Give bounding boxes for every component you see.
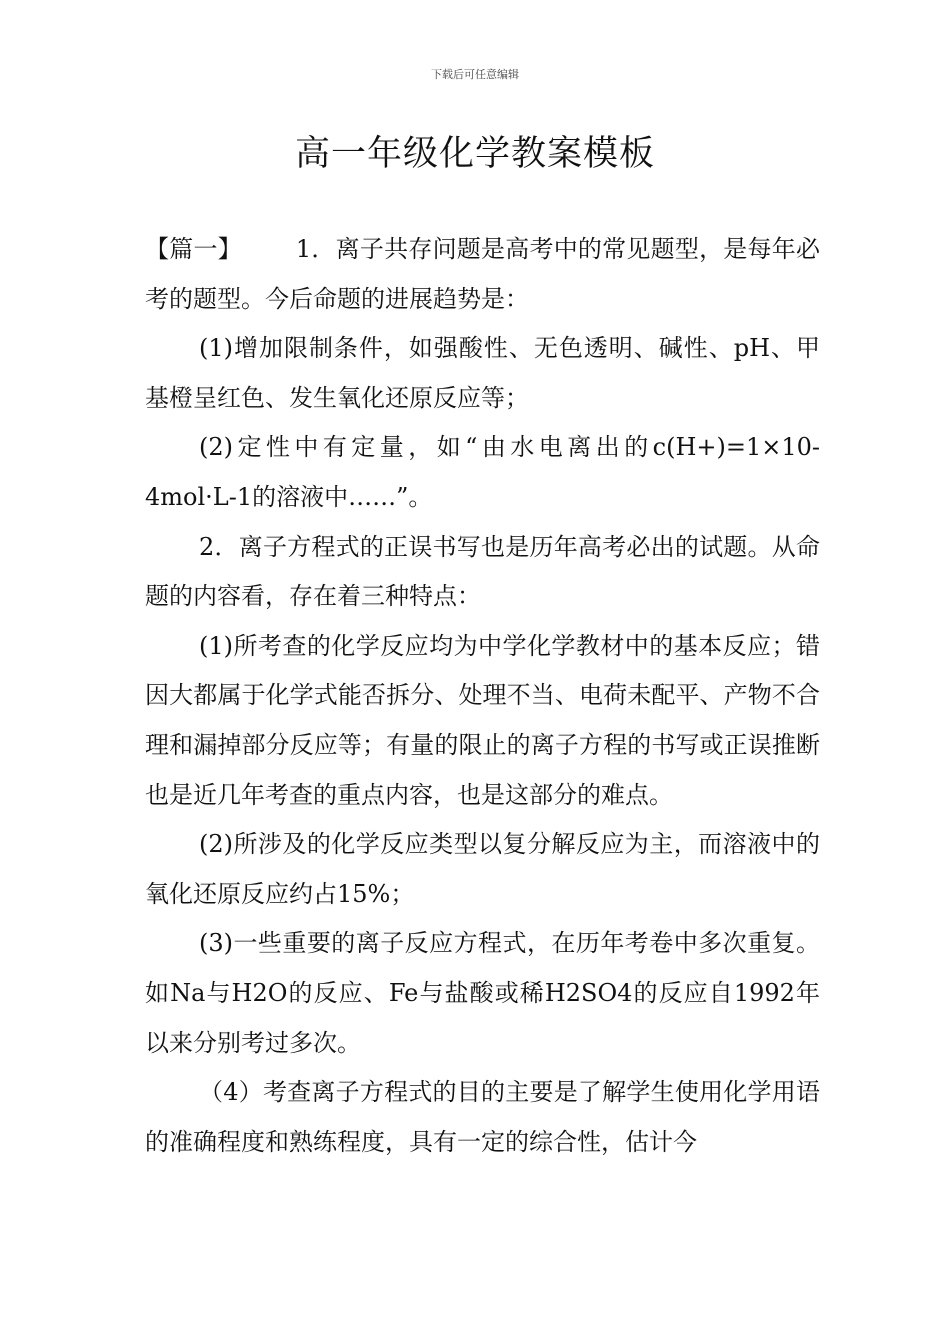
paragraph-3: (2)定性中有定量，如“由水电离出的c(H+)=1×10-4mol·L-1的溶液中……”。 [145,433,820,511]
paragraph-1 [145,225,820,324]
paragraph-8: （4）考查离子方程式的目的主要是了解学生使用化学用语的准确程度和熟练程度，具有一定的综合性，估计今 [145,1078,820,1156]
document-title: 高一年级化学教案模板 [294,134,655,174]
paragraph-5: (1)所考查的化学反应均为中学化学教材中的基本反应；错因大都属于化学式能否拆分、处理不当、电荷未配平、产物不合理和漏掉部分反应等；有量的限止的离子方程的书写或正误推断也是近几年考查的重点内容，也是这部分的难点。 [145,631,820,809]
paragraph-2: (1)增加限制条件，如强酸性、无色透明、碱性、pH、甲基橙呈红色、发生氧化还原反应等； [145,334,820,412]
document-body [145,225,820,1167]
paragraph-6: (2)所涉及的化学反应类型以复分解反应为主，而溶液中的氧化还原反应约占15%； [145,830,820,908]
section-tag: 【篇一】 [145,235,242,263]
paragraph-4: 2．离子方程式的正误书写也是历年高考必出的试题。从命题的内容看，存在着三种特点： [145,532,820,611]
paragraph-1-text: 1．离子共存问题是高考中的常见题型，是每年必考的题型。今后命题的进展趋势是： [145,235,820,313]
header-note: 下载后可任意编辑 [431,68,519,81]
paragraph-7: (3)一些重要的离子反应方程式，在历年考卷中多次重复。如Na与H2O的反应、Fe与盐酸或稀H2SO4的反应自1992年以来分别考过多次。 [145,929,820,1057]
